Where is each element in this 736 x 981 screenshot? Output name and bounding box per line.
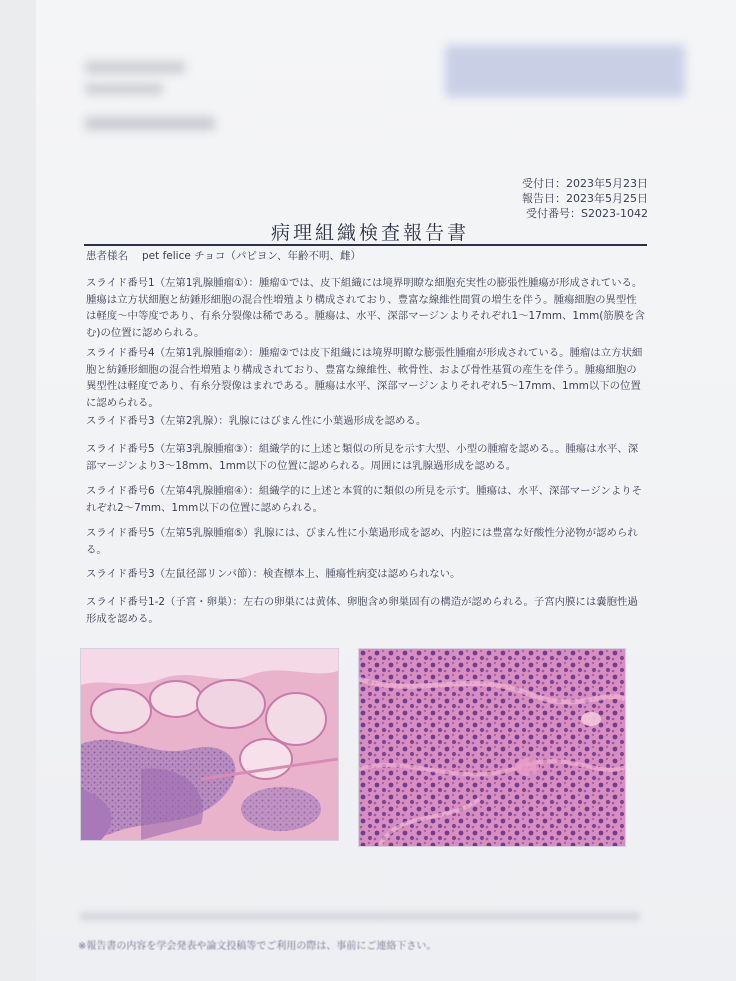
redacted-sender-line bbox=[85, 117, 215, 130]
finding-slide-5b: スライド番号5（左第5乳腺腫瘤⑤）乳腺には、びまん性に小葉過形成を認め、内腔には豊富な好酸性分泌物が認められる。 bbox=[86, 527, 638, 556]
redacted-sender-line bbox=[85, 62, 185, 73]
usage-footnote: ※報告書の内容を学会発表や論文投稿等でご利用の際は、事前にご連絡下さい。 bbox=[78, 941, 437, 952]
finding-slide-6: スライド番号6（左第4乳腺腫瘤④）：組織学的に上述と本質的に類似の所見を示す。腫瘍は、水平、深部マージンよりそれぞれ2～7mm、1mm以下の位置に認められる。 bbox=[86, 485, 643, 514]
report-date: 報告日：2023年5月25日 bbox=[522, 192, 648, 205]
redacted-sender-line bbox=[85, 84, 163, 94]
redacted-footer-line bbox=[80, 912, 640, 921]
finding-lymph-node: スライド番号3（左鼠径部リンパ節）：検査標本上、腫瘍性病変は認められない。 bbox=[86, 568, 461, 580]
title-rule bbox=[84, 244, 647, 246]
finding-slide-3: スライド番号3（左第2乳腺）：乳腺にはびまん性に小葉過形成を認める。 bbox=[86, 415, 427, 427]
finding-slide-5: スライド番号5（左第3乳腺腫瘤③）：組織学的に上述と類似の所見を示す大型、小型の腫瘤を認める。。腫瘍は水平、深部マージンより3～18mm、1mm以下の位置に認められる。周囲には乳腺過形成を認める。 bbox=[86, 443, 639, 472]
finding-slide-1: スライド番号1（左第1乳腺腫瘤①）：腫瘤①では、皮下組織には境界明瞭な細胞充実性の膨張性腫瘍が形成されている。腫瘍は立方状細胞と紡錘形細胞の混合性増殖より構成されており、豊富な線維性間質の増生を伴う。腫瘍細胞の異型性は軽度～中等度であり、有糸分裂像は稀である。腫瘍は、水平、深部マージンよりそれぞれ1～17mm、1mm(筋膜を含む)の位置に認められる。 bbox=[86, 277, 645, 339]
redacted-clinic-block bbox=[445, 45, 685, 97]
report-meta bbox=[522, 176, 648, 221]
histology-photo-low-power bbox=[80, 648, 339, 841]
histology-photo-high-power bbox=[358, 648, 626, 847]
patient-label: 患者様名 bbox=[86, 250, 128, 262]
patient-line bbox=[86, 248, 361, 263]
report-title: 病理組織検査報告書 bbox=[271, 222, 470, 244]
finding-uterus-ovary: スライド番号1-2（子宮・卵巣）：左右の卵巣には黄体、卵胞含め卵巣固有の構造が認められる。子宮内膜には嚢胞性過形成を認める。 bbox=[86, 596, 638, 625]
patient-name: pet felice チョコ（パピヨン、年齢不明、雌） bbox=[142, 250, 361, 262]
received-date: 受付日：2023年5月23日 bbox=[522, 177, 648, 190]
accession-number: 受付番号：S2023-1042 bbox=[526, 207, 648, 220]
finding-slide-4: スライド番号4（左第1乳腺腫瘤②）：腫瘤②では皮下組織には境界明瞭な膨張性腫瘤が形成されている。腫瘤は立方状細胞と紡錘形細胞の混合性増殖より構成されており、豊富な線維性、軟骨性、および骨性基質の産生を伴う。腫瘍細胞の異型性は軽度であり、有糸分裂像はまれである。腫瘍は水平、深部マージンよりそれぞれ5～17mm、1mm以下の位置に認められる。 bbox=[86, 347, 643, 409]
